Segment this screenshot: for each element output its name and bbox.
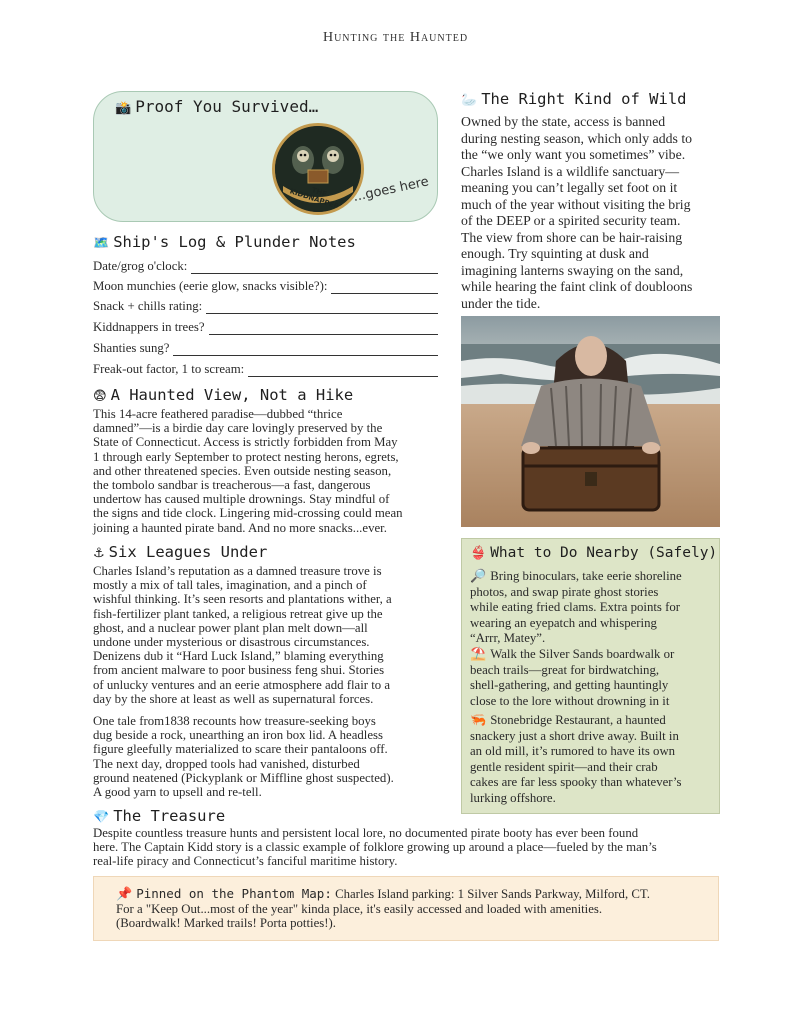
fearful-face-icon: 😨 [93,389,107,404]
beach-umbrella-icon: ⛱️ [470,647,487,662]
log-row: Shanties sung? [93,338,438,356]
anchor-icon: ⚓ [93,546,105,561]
right-kind-heading: 🦢 The Right Kind of Wild [461,90,687,108]
page-header: Hunting the Haunted [322,30,469,45]
log-row: Date/grog o'clock: [93,256,438,274]
nearby-box [461,538,720,814]
six-leagues-paragraph-1: Charles Island’s reputation as a damned treasure trove is mostly a mix of tall tales, imagination, and a pinch of wishful thinking. It’s seen resorts and plantations wither, a fish-fertilizer plant tanked, a religious retreat give up the ghost, and a nuclear power plant plan melt down—all undone under mysterious or disastrous circumstances. Denizens dub it “Hard Luck Island,” blaming everything from ancient malware to poor business feng shui. Stories of unlucky ventures and an eerie atmosphere add flair to a day by the shore at least as well as supernatural forces. [93,564,392,706]
pinned-label: Pinned on the Phantom Map: [136,886,332,901]
nearby-item: 🔎 Bring binoculars, take eerie shoreline photos, and swap pirate ghost stories while eating fried clams. Extra points for wearing an eyepatch and whispering “Arrr, Matey”. [470,569,682,645]
haunted-view-text: This 14-acre feathered paradise—dubbed “thrice damned”—is a birdie day care lovingly preserved by the State of Connecticut. Access is strictly forbidden from May 1 through early September to protect nesting herons, egrets, and other threatened species. Even outside nesting season, the tombolo sandbar is treacherous—a fast, dangerous undertow has caused multiple drownings. Stay mindful of the signs and tide clock. Lingering mid-crossing could mean joining a haunted pirate band. And no more snacks...ever. [93,407,403,535]
ships-log-heading: 🗺️ Ship's Log & Plunder Notes [93,233,356,251]
badge-text: THE KIDDNAPPERS [288,186,345,213]
woman-treasure-chest-photo [461,316,720,527]
pushpin-icon: 📌 [116,887,133,902]
nearby-item: ⛱️ Walk the Silver Sands boardwalk or beach trails—great for birdwatching, shell-gathering, and getting hauntingly close to the lore without drowning in it [470,647,675,708]
camera-icon: 📸 [115,101,132,116]
treasure-heading: 💎 The Treasure [93,807,226,825]
six-leagues-paragraph-2: One tale from1838 recounts how treasure-seeking boys dug beside a rock, unearthing an iron box lid. A headless figure gleefully materialized to scare their pantaloons off. The next day, dropped tools had vanished, disturbed ground neatened (Pickyplank or Miffline ghost suspected). A good yarn to upsell and re-tell. [93,714,394,800]
log-row: Snack + chills rating: [93,296,438,314]
log-row: Kiddnappers in trees? [93,317,438,335]
bikini-icon: 👙 [470,546,487,561]
map-icon: 🗺️ [93,236,110,251]
nearby-heading: 👙 What to Do Nearby (Safely) [470,545,718,561]
kiddnappers-badge [272,123,364,215]
swan-icon: 🦢 [461,93,478,108]
goes-here-note: ...goes here [351,174,431,205]
pinned-address: Charles Island parking: 1 Silver Sands Parkway, Milford, CT. [335,887,650,901]
right-kind-text: Owned by the state, access is banned during nesting season, which only adds to the “we only want you sometimes” vibe. Charles Island is a wildlife sanctuary— meaning you can’t legally set foot on it much of the year without visiting the brig of the DEEP or a spirited security team. The view from shore can be hair-raising enough. Try squinting at dusk and imagining lanterns swaying on the sand, while hearing the faint clink of doubloons under the tide. [461,114,693,311]
gem-icon: 💎 [93,810,110,825]
six-leagues-heading: ⚓ Six Leagues Under [93,543,268,561]
pinned-text: 📌 Pinned on the Phantom Map: Charles Island parking: 1 Silver Sands Parkway, Milford, CT. For a "Keep Out...most of the year" kinda place, it's easily accessed and loaded with amenities. (Boardwalk! Marked trails! Porta potties!). [116,886,650,931]
log-row: Moon munchies (eerie glow, snacks visible?): [93,276,438,294]
proof-title: 📸 Proof You Survived… [115,97,319,116]
treasure-text: Despite countless treasure hunts and persistent local lore, no documented pirate booty has ever been found here. The Captain Kidd story is a classic example of folklore growing up around a place—fueled by the man’s real-life piracy and Connecticut’s fanciful maritime history. [93,826,657,869]
haunted-view-heading: 😨 A Haunted View, Not a Hike [93,386,354,404]
magnifier-icon: 🔎 [470,569,487,584]
shrimp-icon: 🦐 [470,713,487,728]
pinned-callout [93,876,719,941]
log-row: Freak-out factor, 1 to scream: [93,359,438,377]
nearby-item: 🦐 Stonebridge Restaurant, a haunted snackery just a short drive away. Built in an old mill, it’s rumored to have its own gentle resident spirit—and their crab cakes are far less spooky than whatever’s lurking offshore. [470,713,682,805]
